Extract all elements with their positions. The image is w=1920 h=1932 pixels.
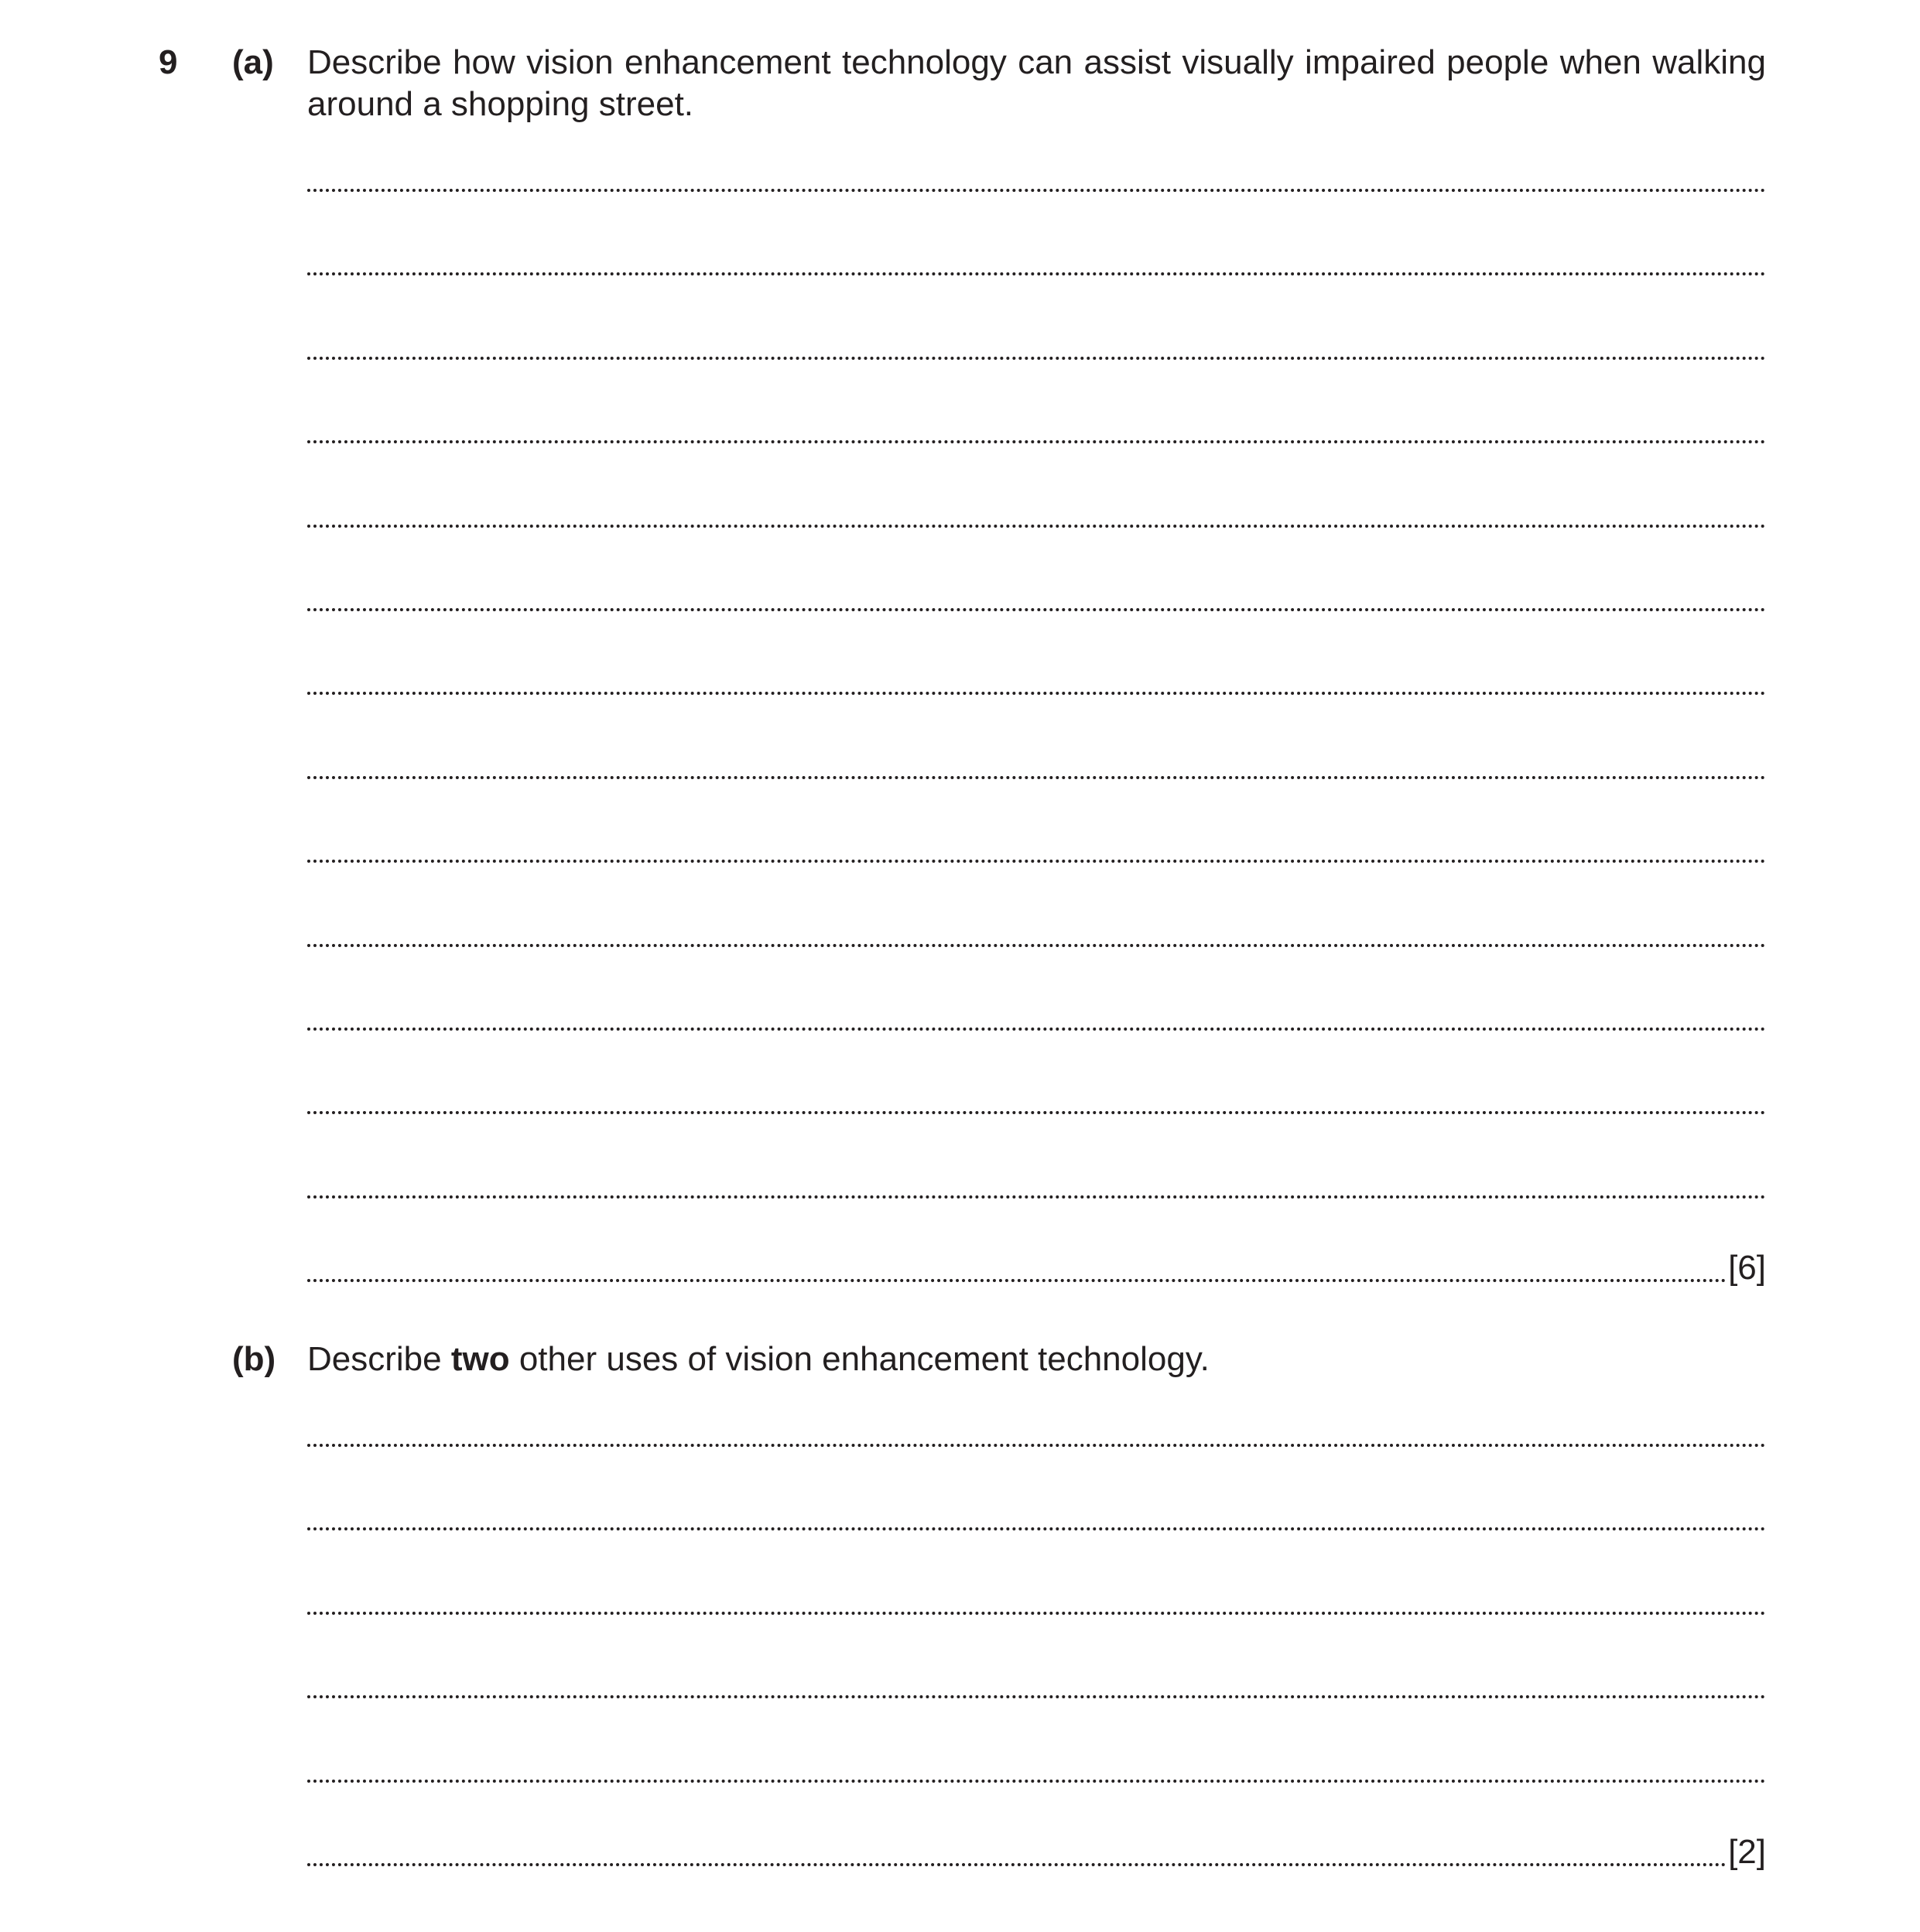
- part-b-prompt-emphasis: two: [450, 1340, 510, 1378]
- dotted-rule: [307, 440, 1766, 443]
- part-a-answer-line[interactable]: [307, 406, 1766, 453]
- part-a-answer-line[interactable]: [307, 910, 1766, 956]
- part-a-answer-line[interactable]: [307, 1161, 1766, 1208]
- dotted-rule: [307, 608, 1766, 611]
- part-b-answer-line[interactable]: [307, 1578, 1766, 1624]
- question-number: 9: [159, 43, 178, 81]
- part-b-answer-line[interactable]: [307, 1493, 1766, 1540]
- part-a-answer-line[interactable]: [307, 1077, 1766, 1123]
- dotted-rule: [307, 1612, 1766, 1615]
- part-b-answer-line[interactable]: [307, 1746, 1766, 1792]
- part-b-prompt: [307, 1339, 1766, 1380]
- dotted-rule: [307, 944, 1766, 947]
- part-a-answer-line[interactable]: [307, 238, 1766, 285]
- dotted-rule: [307, 525, 1766, 528]
- part-b-answer-line[interactable]: [307, 1410, 1766, 1456]
- dotted-rule: [307, 1195, 1766, 1199]
- part-a-answer-line[interactable]: [307, 658, 1766, 704]
- dotted-rule: [307, 1111, 1766, 1114]
- dotted-rule: [307, 860, 1766, 863]
- part-b-marks: [2]: [1728, 1833, 1766, 1871]
- part-b-answer-line[interactable]: [307, 1829, 1766, 1876]
- part-a-answer-line[interactable]: [307, 826, 1766, 872]
- part-b-prompt-start: Describe: [307, 1340, 451, 1378]
- part-a-answer-line[interactable]: [307, 1245, 1766, 1291]
- dotted-rule: [307, 1444, 1766, 1447]
- part-a-answer-line[interactable]: [307, 491, 1766, 537]
- dotted-rule: [307, 1279, 1727, 1282]
- dotted-rule: [307, 1863, 1727, 1866]
- dotted-rule: [307, 1527, 1766, 1530]
- part-a-answer-line[interactable]: [307, 155, 1766, 201]
- dotted-rule: [307, 189, 1766, 192]
- dotted-rule: [307, 1695, 1766, 1698]
- part-a-marks: [6]: [1728, 1249, 1766, 1287]
- part-a-answer-line[interactable]: [307, 742, 1766, 788]
- dotted-rule: [307, 776, 1766, 779]
- part-a-prompt: Describe how vision enhancement technology can assist visually impaired people when walking around a shopping street.: [307, 43, 1766, 123]
- dotted-rule: [307, 357, 1766, 360]
- part-a-answer-line[interactable]: [307, 323, 1766, 369]
- part-b-prompt-end: other uses of vision enhancement technology.: [509, 1340, 1210, 1378]
- dotted-rule: [307, 272, 1766, 275]
- dotted-rule: [307, 1780, 1766, 1783]
- part-b-answer-line[interactable]: [307, 1661, 1766, 1708]
- dotted-rule: [307, 1028, 1766, 1031]
- part-a-answer-line[interactable]: [307, 574, 1766, 621]
- dotted-rule: [307, 692, 1766, 695]
- part-b-label: (b): [232, 1340, 276, 1378]
- part-a-label: (a): [232, 43, 274, 81]
- part-a-answer-line[interactable]: [307, 993, 1766, 1040]
